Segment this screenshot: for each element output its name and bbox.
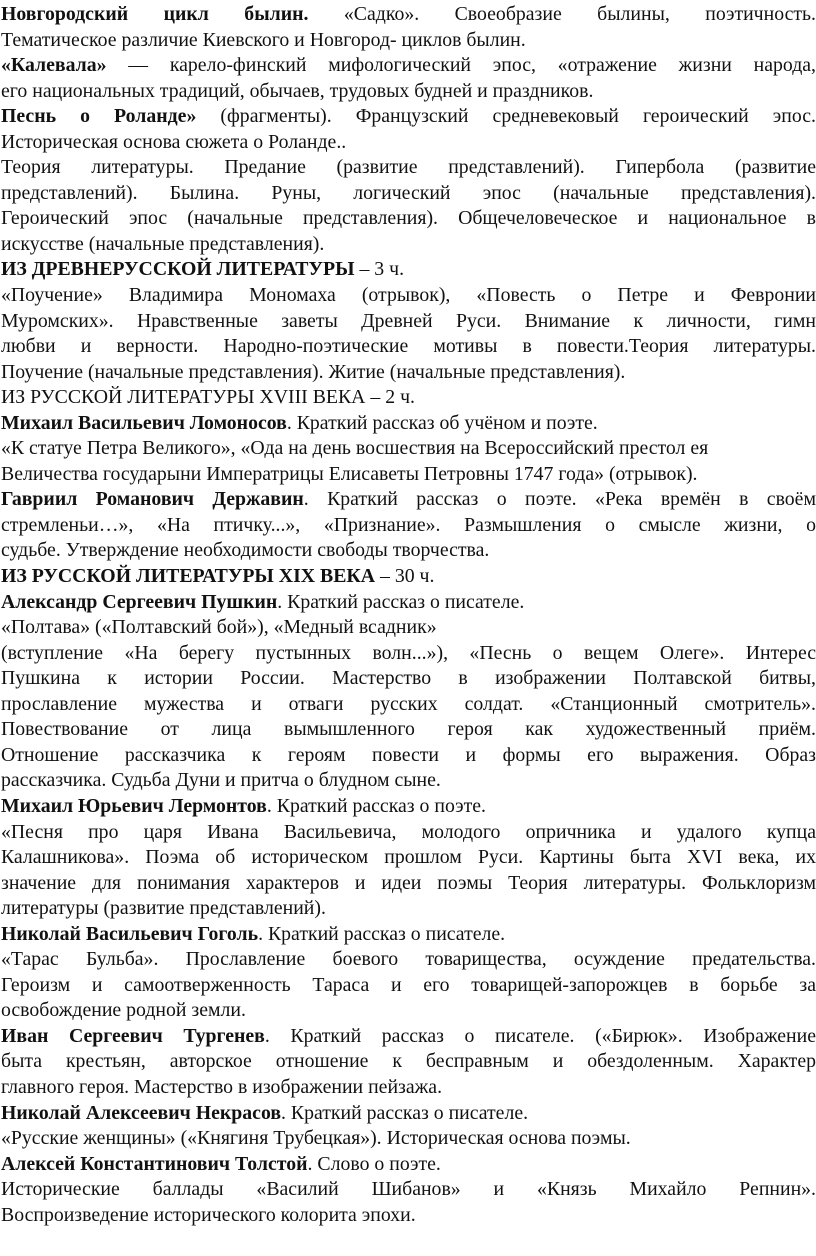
text-line <box>1 538 816 564</box>
bold-text-run: Гавриил Романович Державин <box>1 488 304 511</box>
text-run: Тематическое различие Киевского и Новгород- циклов былин. <box>1 28 526 51</box>
text-line <box>1 411 816 437</box>
text-run: «Русские женщины» («Княгиня Трубецкая»). Историческая основа поэмы. <box>1 1127 631 1150</box>
text-run: . Краткий рассказ о писателе. <box>277 590 525 613</box>
text-run: . Краткий рассказ об учёном и поэте. <box>286 411 598 434</box>
text-line <box>1 768 816 794</box>
text-line <box>1 1075 816 1101</box>
text-run: — карело-финский мифологический эпос, «отражение жизни народа, <box>106 54 816 77</box>
text-run: «Тарас Бульба». Прославление боевого товарищества, осуждение предательства. <box>1 948 816 971</box>
text-run: его национальных традиций, обычаев, трудовых будней и праздников. <box>1 79 594 102</box>
text-run: судьбе. Утверждение необходимости свободы творчества. <box>1 539 490 562</box>
text-run: Отношение рассказчика к героям повести и формы его выражения. Образ <box>1 743 816 766</box>
text-run: Исторические баллады «Василий Шибанов» и «Князь Михайло Репнин». <box>1 1178 816 1201</box>
text-run: Повествование от лица вымышленного героя как художественный приём. <box>1 718 816 741</box>
text-line <box>1 1101 816 1127</box>
text-line <box>1 436 816 462</box>
text-line <box>1 845 816 871</box>
text-line <box>1 232 816 258</box>
bold-text-run: Михаил Васильевич Ломоносов <box>1 411 287 434</box>
text-line <box>1 794 816 820</box>
text-run: Теория литературы. Предание (развитие представлений). Гипербола (развитие <box>1 156 816 179</box>
bold-text-run: ИЗ РУССКОЙ ЛИТЕРАТУРЫ XIX ВЕКА <box>1 565 376 588</box>
text-line <box>1 1049 816 1075</box>
text-line <box>1 1152 816 1178</box>
text-line <box>1 283 816 309</box>
text-run: – 30 ч. <box>375 565 435 588</box>
text-run: . Краткий рассказ о писателе. <box>281 1101 529 1124</box>
text-line <box>1 104 816 130</box>
text-line <box>1 53 816 79</box>
text-run: быта крестьян, авторское отношение к бесправным и обездоленным. Характер <box>1 1050 816 1073</box>
text-run: . Краткий рассказ о поэте. <box>266 794 486 817</box>
bold-text-run: Александр Сергеевич Пушкин <box>1 590 278 613</box>
text-line <box>1 462 816 488</box>
text-line <box>1 973 816 999</box>
text-run: «Садко». Своеобразие былины, поэтичность. <box>308 3 816 25</box>
text-run: (фрагменты). Французский средневековый героический эпос. <box>196 105 816 128</box>
bold-text-run: Песнь о Роланде» <box>1 105 197 128</box>
bold-text-run: «Калевала» <box>1 54 107 77</box>
text-line <box>1 155 816 181</box>
bold-text-run: Иван Сергеевич Тургенев <box>1 1024 265 1047</box>
bold-text-run: Михаил Юрьевич Лермонтов <box>1 794 267 817</box>
text-line <box>1 487 816 513</box>
text-line <box>1 615 816 641</box>
text-run: «Песня про царя Ивана Васильевича, молодого опричника и удалого купца <box>1 820 816 843</box>
text-line <box>1 79 816 105</box>
text-line <box>1 896 816 922</box>
text-run: «Полтава» («Полтавский бой»), «Медный всадник» <box>1 616 437 639</box>
text-line <box>1 257 816 283</box>
text-run: значение для понимания характеров и идеи поэмы Теория литературы. Фольклоризм <box>1 871 816 894</box>
text-line <box>1 717 816 743</box>
text-run: (вступление «На берегу пустынных волн...»), «Песнь о вещем Олеге». Интерес <box>1 641 816 664</box>
text-line <box>1 1177 816 1203</box>
text-line <box>1 181 816 207</box>
text-line <box>1 692 816 718</box>
text-run: представлений). Былина. Руны, логический эпос (начальные представления). <box>1 181 816 204</box>
text-line <box>1 998 816 1024</box>
text-line <box>1 309 816 335</box>
text-run: искусстве (начальные представления). <box>1 232 325 255</box>
text-line <box>1 1126 816 1152</box>
text-line <box>1 564 816 590</box>
text-line <box>1 641 816 667</box>
text-run: Поучение (начальные представления). Житие (начальные представления). <box>1 360 626 383</box>
text-line <box>1 28 816 54</box>
text-run: Калашникова». Поэма об историческом прошлом Руси. Картины быта XVI века, их <box>1 846 816 869</box>
text-run: Величества государыни Императрицы Елисаветы Петровны 1747 года» (отрывок). <box>1 462 698 485</box>
text-line <box>1 513 816 539</box>
text-line <box>1 666 816 692</box>
text-run: литературы (развитие представлений). <box>1 897 326 920</box>
text-line <box>1 820 816 846</box>
text-run: прославление мужества и отваги русских солдат. «Станционный смотритель». <box>1 692 816 715</box>
text-run: . Краткий рассказ о поэте. «Река времён в своём <box>303 488 816 511</box>
text-run: «Поучение» Владимира Мономаха (отрывок), «Повесть о Петре и Февронии <box>1 284 816 307</box>
text-run: Воспроизведение исторического колорита эпохи. <box>1 1203 416 1226</box>
text-line <box>1 206 816 232</box>
bold-text-run: Алексей Константинович Толстой <box>1 1152 308 1175</box>
text-run: любви и верности. Народно-поэтические мотивы в повести.Теория литературы. <box>1 335 816 358</box>
text-run: Пушкина к истории России. Мастерство в изображении Полтавской битвы, <box>1 667 816 690</box>
text-run: ИЗ РУССКОЙ ЛИТЕРАТУРЫ XVIII ВЕКА – 2 ч. <box>1 386 415 409</box>
text-run: Историческая основа сюжета о Роланде.. <box>1 130 347 153</box>
text-line <box>1 743 816 769</box>
text-line <box>1 1024 816 1050</box>
text-line <box>1 590 816 616</box>
text-line <box>1 922 816 948</box>
text-run: главного героя. Мастерство в изображении пейзажа. <box>1 1075 443 1098</box>
text-line <box>1 1203 816 1229</box>
text-line <box>1 871 816 897</box>
text-run: рассказчика. Судьба Дуни и притча о блудном сыне. <box>1 769 441 792</box>
text-run: . Краткий рассказ о писателе. <box>258 922 506 945</box>
text-line <box>1 947 816 973</box>
text-line <box>1 385 816 411</box>
text-run: Муромских». Нравственные заветы Древней Руси. Внимание к личности, гимн <box>1 309 816 332</box>
text-run: Героизм и самоотверженность Тараса и его товарищей-запорожцев в борьбе за <box>1 973 816 996</box>
text-line <box>1 360 816 386</box>
text-run: стремленьи…», «На птичку...», «Признание». Размышления о смысле жизни, о <box>1 513 816 536</box>
text-line <box>1 130 816 156</box>
text-run: Героический эпос (начальные представления). Общечеловеческое и национальное в <box>1 207 816 230</box>
text-run: . Слово о поэте. <box>307 1152 441 1175</box>
text-run: . Краткий рассказ о писателе. («Бирюк». Изображение <box>264 1024 816 1047</box>
bold-text-run: ИЗ ДРЕВНЕРУССКОЙ ЛИТЕРАТУРЫ <box>1 258 355 281</box>
text-line <box>1 2 816 28</box>
text-run: – 3 ч. <box>354 258 405 281</box>
bold-text-run: Новгородский цикл былин. <box>1 3 309 25</box>
text-run: «К статуе Петра Великого», «Ода на день восшествия на Всероссийский престол ея <box>1 437 709 460</box>
bold-text-run: Николай Алексеевич Некрасов <box>1 1101 282 1124</box>
text-line <box>1 334 816 360</box>
bold-text-run: Николай Васильевич Гоголь <box>1 922 259 945</box>
text-run: освобождение родной земли. <box>1 999 246 1022</box>
